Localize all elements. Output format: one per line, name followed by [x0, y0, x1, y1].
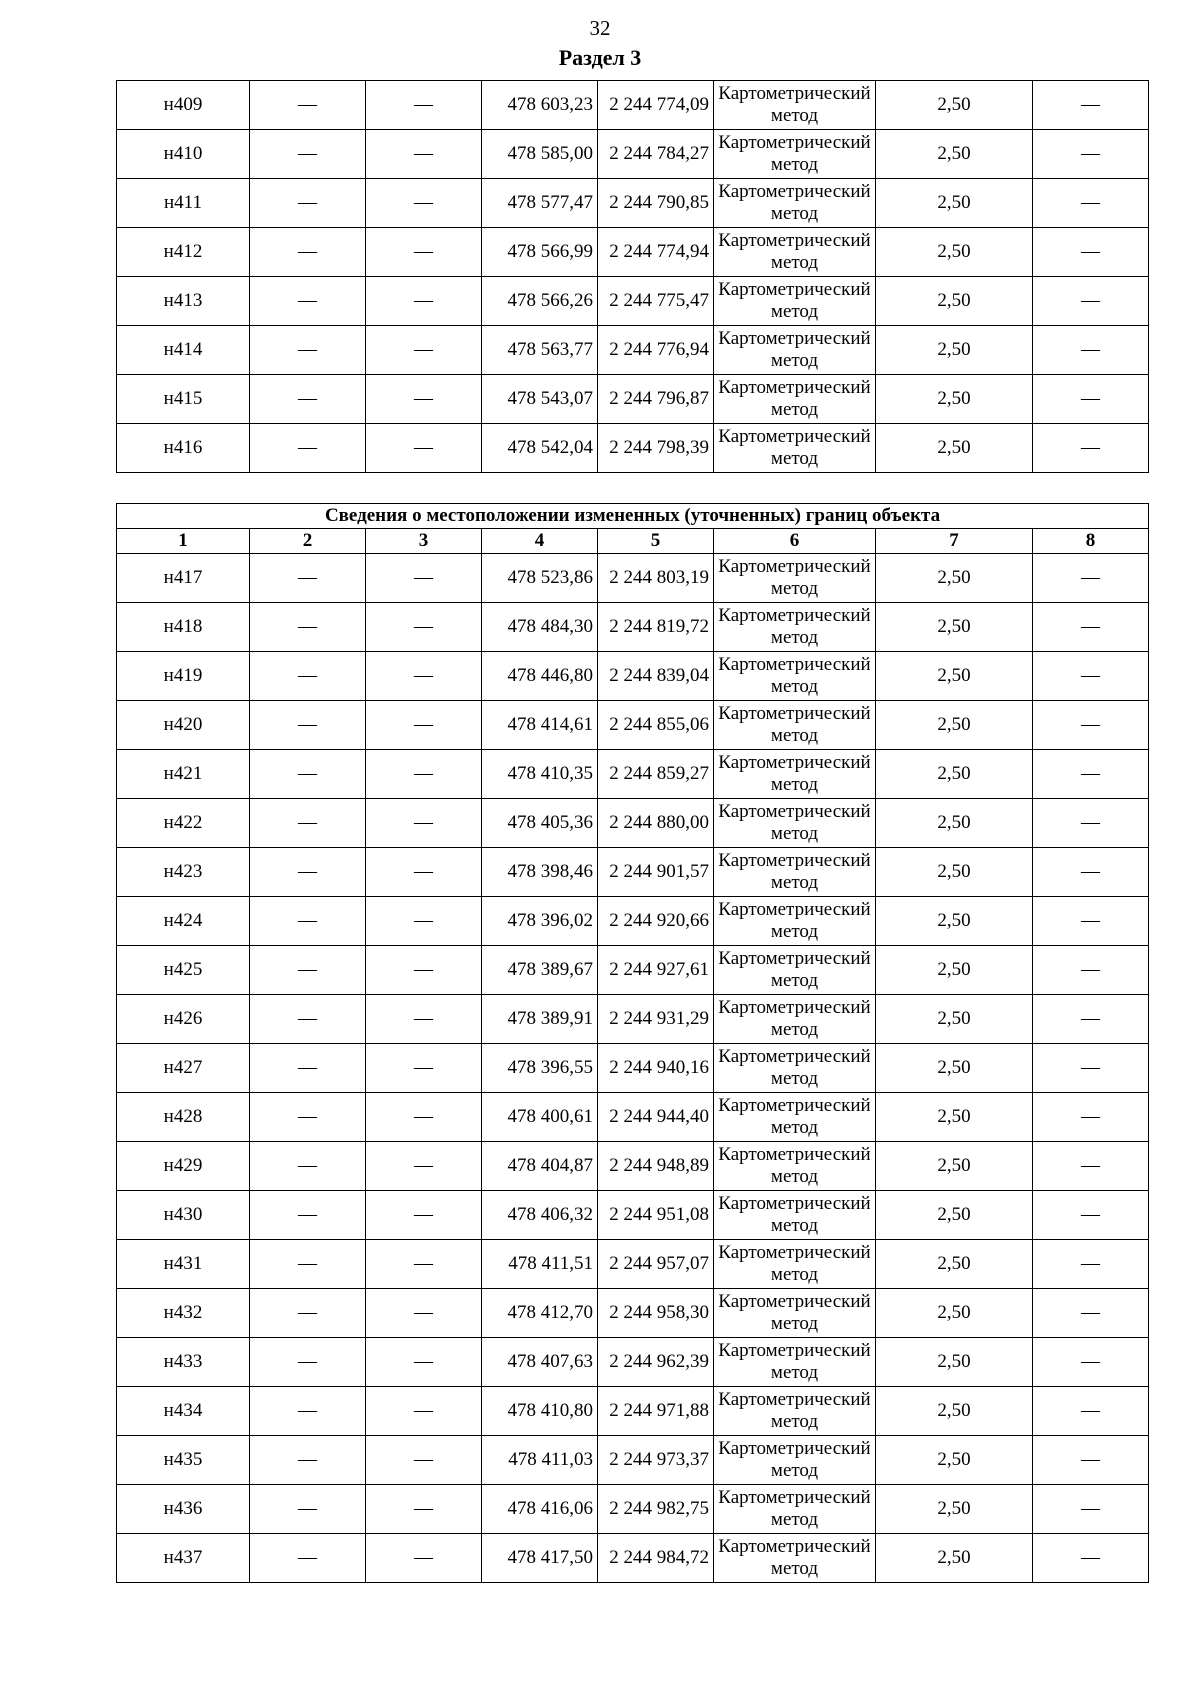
table-row: [117, 1534, 1149, 1583]
empty-value-cell: —: [250, 946, 366, 995]
empty-value-cell: —: [366, 1142, 482, 1191]
table-row: [117, 179, 1149, 228]
method-cell: Картометрический метод: [714, 799, 876, 848]
empty-value-cell: —: [366, 326, 482, 375]
x-coordinate-cell: 478 396,02: [482, 897, 598, 946]
table-row: [117, 603, 1149, 652]
accuracy-cell: 2,50: [876, 1338, 1033, 1387]
table-caption-row: [117, 504, 1149, 529]
empty-value-cell: —: [366, 1093, 482, 1142]
x-coordinate-cell: 478 411,03: [482, 1436, 598, 1485]
table-row: [117, 424, 1149, 473]
point-cell: н436: [117, 1485, 250, 1534]
point-cell: н424: [117, 897, 250, 946]
empty-value-cell: —: [1033, 1191, 1149, 1240]
table-row: [117, 1387, 1149, 1436]
table-row: [117, 554, 1149, 603]
y-coordinate-cell: 2 244 790,85: [598, 179, 714, 228]
accuracy-cell: 2,50: [876, 179, 1033, 228]
method-cell: Картометрический метод: [714, 1191, 876, 1240]
empty-value-cell: —: [366, 1387, 482, 1436]
y-coordinate-cell: 2 244 971,88: [598, 1387, 714, 1436]
x-coordinate-cell: 478 566,26: [482, 277, 598, 326]
empty-value-cell: —: [250, 750, 366, 799]
x-coordinate-cell: 478 396,55: [482, 1044, 598, 1093]
empty-value-cell: —: [1033, 424, 1149, 473]
empty-value-cell: —: [250, 799, 366, 848]
empty-value-cell: —: [366, 1240, 482, 1289]
table-row: [117, 1289, 1149, 1338]
table-row: [117, 326, 1149, 375]
method-cell: Картометрический метод: [714, 228, 876, 277]
empty-value-cell: —: [250, 277, 366, 326]
point-cell: н422: [117, 799, 250, 848]
empty-value-cell: —: [1033, 1289, 1149, 1338]
empty-value-cell: —: [250, 1044, 366, 1093]
y-coordinate-cell: 2 244 859,27: [598, 750, 714, 799]
method-cell: Картометрический метод: [714, 424, 876, 473]
empty-value-cell: —: [250, 848, 366, 897]
x-coordinate-cell: 478 543,07: [482, 375, 598, 424]
empty-value-cell: —: [1033, 1338, 1149, 1387]
empty-value-cell: —: [250, 1436, 366, 1485]
y-coordinate-cell: 2 244 796,87: [598, 375, 714, 424]
empty-value-cell: —: [366, 130, 482, 179]
point-cell: н419: [117, 652, 250, 701]
method-cell: Картометрический метод: [714, 701, 876, 750]
empty-value-cell: —: [1033, 995, 1149, 1044]
empty-value-cell: —: [1033, 799, 1149, 848]
table-row: [117, 1240, 1149, 1289]
y-coordinate-cell: 2 244 927,61: [598, 946, 714, 995]
accuracy-cell: 2,50: [876, 1387, 1033, 1436]
accuracy-cell: 2,50: [876, 424, 1033, 473]
empty-value-cell: —: [1033, 326, 1149, 375]
y-coordinate-cell: 2 244 940,16: [598, 1044, 714, 1093]
method-cell: Картометрический метод: [714, 277, 876, 326]
table-row: [117, 1044, 1149, 1093]
accuracy-cell: 2,50: [876, 375, 1033, 424]
empty-value-cell: —: [366, 554, 482, 603]
table-row: [117, 946, 1149, 995]
column-number: 4: [482, 529, 598, 554]
empty-value-cell: —: [366, 946, 482, 995]
x-coordinate-cell: 478 566,99: [482, 228, 598, 277]
table-row: [117, 750, 1149, 799]
x-coordinate-cell: 478 577,47: [482, 179, 598, 228]
empty-value-cell: —: [366, 1044, 482, 1093]
point-cell: н435: [117, 1436, 250, 1485]
empty-value-cell: —: [1033, 1142, 1149, 1191]
empty-value-cell: —: [366, 701, 482, 750]
y-coordinate-cell: 2 244 803,19: [598, 554, 714, 603]
point-cell: н418: [117, 603, 250, 652]
empty-value-cell: —: [366, 228, 482, 277]
y-coordinate-cell: 2 244 901,57: [598, 848, 714, 897]
table-row: [117, 1436, 1149, 1485]
point-cell: н427: [117, 1044, 250, 1093]
x-coordinate-cell: 478 416,06: [482, 1485, 598, 1534]
empty-value-cell: —: [250, 130, 366, 179]
accuracy-cell: 2,50: [876, 1240, 1033, 1289]
accuracy-cell: 2,50: [876, 701, 1033, 750]
point-cell: н433: [117, 1338, 250, 1387]
column-number: 3: [366, 529, 482, 554]
y-coordinate-cell: 2 244 774,09: [598, 81, 714, 130]
empty-value-cell: —: [250, 1289, 366, 1338]
point-cell: н432: [117, 1289, 250, 1338]
point-cell: н415: [117, 375, 250, 424]
table-row: [117, 1485, 1149, 1534]
table-row: [117, 1191, 1149, 1240]
accuracy-cell: 2,50: [876, 228, 1033, 277]
method-cell: Картометрический метод: [714, 1142, 876, 1191]
empty-value-cell: —: [250, 897, 366, 946]
y-coordinate-cell: 2 244 880,00: [598, 799, 714, 848]
table-row: [117, 277, 1149, 326]
accuracy-cell: 2,50: [876, 995, 1033, 1044]
accuracy-cell: 2,50: [876, 1044, 1033, 1093]
x-coordinate-cell: 478 417,50: [482, 1534, 598, 1583]
point-cell: н426: [117, 995, 250, 1044]
column-number: 7: [876, 529, 1033, 554]
accuracy-cell: 2,50: [876, 652, 1033, 701]
x-coordinate-cell: 478 398,46: [482, 848, 598, 897]
empty-value-cell: —: [250, 81, 366, 130]
empty-value-cell: —: [250, 603, 366, 652]
accuracy-cell: 2,50: [876, 603, 1033, 652]
point-cell: н416: [117, 424, 250, 473]
y-coordinate-cell: 2 244 984,72: [598, 1534, 714, 1583]
method-cell: Картометрический метод: [714, 750, 876, 799]
empty-value-cell: —: [250, 1387, 366, 1436]
empty-value-cell: —: [250, 701, 366, 750]
page-number: 32: [589, 16, 611, 40]
empty-value-cell: —: [366, 1534, 482, 1583]
empty-value-cell: —: [1033, 1240, 1149, 1289]
point-cell: н414: [117, 326, 250, 375]
point-cell: н428: [117, 1093, 250, 1142]
x-coordinate-cell: 478 412,70: [482, 1289, 598, 1338]
y-coordinate-cell: 2 244 775,47: [598, 277, 714, 326]
y-coordinate-cell: 2 244 776,94: [598, 326, 714, 375]
accuracy-cell: 2,50: [876, 1485, 1033, 1534]
empty-value-cell: —: [250, 1485, 366, 1534]
point-cell: н417: [117, 554, 250, 603]
y-coordinate-cell: 2 244 774,94: [598, 228, 714, 277]
x-coordinate-cell: 478 407,63: [482, 1338, 598, 1387]
section-title: Раздел 3: [558, 45, 642, 70]
empty-value-cell: —: [1033, 897, 1149, 946]
method-cell: Картометрический метод: [714, 946, 876, 995]
empty-value-cell: —: [1033, 701, 1149, 750]
empty-value-cell: —: [366, 1191, 482, 1240]
column-number: 2: [250, 529, 366, 554]
empty-value-cell: —: [250, 1240, 366, 1289]
point-cell: н423: [117, 848, 250, 897]
column-number: 8: [1033, 529, 1149, 554]
x-coordinate-cell: 478 406,32: [482, 1191, 598, 1240]
accuracy-cell: 2,50: [876, 277, 1033, 326]
empty-value-cell: —: [366, 1485, 482, 1534]
x-coordinate-cell: 478 389,91: [482, 995, 598, 1044]
point-cell: н425: [117, 946, 250, 995]
table-row: [117, 652, 1149, 701]
method-cell: Картометрический метод: [714, 897, 876, 946]
point-cell: н421: [117, 750, 250, 799]
empty-value-cell: —: [366, 652, 482, 701]
accuracy-cell: 2,50: [876, 897, 1033, 946]
table-row: [117, 130, 1149, 179]
method-cell: Картометрический метод: [714, 1289, 876, 1338]
x-coordinate-cell: 478 411,51: [482, 1240, 598, 1289]
y-coordinate-cell: 2 244 798,39: [598, 424, 714, 473]
point-cell: н434: [117, 1387, 250, 1436]
table-body: [117, 81, 1149, 473]
method-cell: Картометрический метод: [714, 848, 876, 897]
boundary-coordinates-table: [116, 503, 1149, 1583]
method-cell: Картометрический метод: [714, 1338, 876, 1387]
column-number: 6: [714, 529, 876, 554]
y-coordinate-cell: 2 244 819,72: [598, 603, 714, 652]
accuracy-cell: 2,50: [876, 81, 1033, 130]
x-coordinate-cell: 478 446,80: [482, 652, 598, 701]
y-coordinate-cell: 2 244 784,27: [598, 130, 714, 179]
empty-value-cell: —: [250, 424, 366, 473]
y-coordinate-cell: 2 244 948,89: [598, 1142, 714, 1191]
empty-value-cell: —: [366, 603, 482, 652]
x-coordinate-cell: 478 542,04: [482, 424, 598, 473]
empty-value-cell: —: [1033, 375, 1149, 424]
method-cell: Картометрический метод: [714, 652, 876, 701]
point-cell: н437: [117, 1534, 250, 1583]
empty-value-cell: —: [1033, 179, 1149, 228]
method-cell: Картометрический метод: [714, 603, 876, 652]
x-coordinate-cell: 478 410,80: [482, 1387, 598, 1436]
y-coordinate-cell: 2 244 973,37: [598, 1436, 714, 1485]
method-cell: Картометрический метод: [714, 1436, 876, 1485]
empty-value-cell: —: [366, 750, 482, 799]
accuracy-cell: 2,50: [876, 946, 1033, 995]
column-number: 1: [117, 529, 250, 554]
y-coordinate-cell: 2 244 944,40: [598, 1093, 714, 1142]
point-cell: н420: [117, 701, 250, 750]
column-number-row: [117, 529, 1149, 554]
point-cell: н410: [117, 130, 250, 179]
x-coordinate-cell: 478 563,77: [482, 326, 598, 375]
accuracy-cell: 2,50: [876, 1534, 1033, 1583]
y-coordinate-cell: 2 244 958,30: [598, 1289, 714, 1338]
empty-value-cell: —: [250, 179, 366, 228]
accuracy-cell: 2,50: [876, 554, 1033, 603]
table-row: [117, 1338, 1149, 1387]
accuracy-cell: 2,50: [876, 848, 1033, 897]
y-coordinate-cell: 2 244 982,75: [598, 1485, 714, 1534]
empty-value-cell: —: [250, 1093, 366, 1142]
empty-value-cell: —: [1033, 130, 1149, 179]
x-coordinate-cell: 478 389,67: [482, 946, 598, 995]
method-cell: Картометрический метод: [714, 1044, 876, 1093]
column-number: 5: [598, 529, 714, 554]
empty-value-cell: —: [366, 1289, 482, 1338]
empty-value-cell: —: [1033, 1044, 1149, 1093]
empty-value-cell: —: [366, 81, 482, 130]
y-coordinate-cell: 2 244 962,39: [598, 1338, 714, 1387]
empty-value-cell: —: [366, 277, 482, 326]
empty-value-cell: —: [1033, 1485, 1149, 1534]
table-body: [117, 554, 1149, 1583]
table-row: [117, 81, 1149, 130]
empty-value-cell: —: [1033, 277, 1149, 326]
x-coordinate-cell: 478 410,35: [482, 750, 598, 799]
x-coordinate-cell: 478 404,87: [482, 1142, 598, 1191]
empty-value-cell: —: [1033, 1387, 1149, 1436]
point-cell: н409: [117, 81, 250, 130]
method-cell: Картометрический метод: [714, 326, 876, 375]
x-coordinate-cell: 478 400,61: [482, 1093, 598, 1142]
coordinates-table-continued: [116, 80, 1149, 473]
table-row: [117, 995, 1149, 1044]
empty-value-cell: —: [250, 1338, 366, 1387]
y-coordinate-cell: 2 244 957,07: [598, 1240, 714, 1289]
empty-value-cell: —: [250, 228, 366, 277]
accuracy-cell: 2,50: [876, 1191, 1033, 1240]
table-row: [117, 375, 1149, 424]
accuracy-cell: 2,50: [876, 130, 1033, 179]
y-coordinate-cell: 2 244 931,29: [598, 995, 714, 1044]
empty-value-cell: —: [1033, 652, 1149, 701]
y-coordinate-cell: 2 244 951,08: [598, 1191, 714, 1240]
empty-value-cell: —: [366, 995, 482, 1044]
x-coordinate-cell: 478 603,23: [482, 81, 598, 130]
empty-value-cell: —: [250, 326, 366, 375]
table-row: [117, 1093, 1149, 1142]
x-coordinate-cell: 478 523,86: [482, 554, 598, 603]
empty-value-cell: —: [1033, 81, 1149, 130]
table-row: [117, 799, 1149, 848]
method-cell: Картометрический метод: [714, 995, 876, 1044]
empty-value-cell: —: [366, 799, 482, 848]
point-cell: н412: [117, 228, 250, 277]
x-coordinate-cell: 478 484,30: [482, 603, 598, 652]
x-coordinate-cell: 478 405,36: [482, 799, 598, 848]
point-cell: н431: [117, 1240, 250, 1289]
empty-value-cell: —: [1033, 603, 1149, 652]
x-coordinate-cell: 478 414,61: [482, 701, 598, 750]
table-row: [117, 228, 1149, 277]
table-caption: Сведения о местоположении измененных (уточненных) границ объекта: [117, 504, 1149, 529]
empty-value-cell: —: [1033, 848, 1149, 897]
method-cell: Картометрический метод: [714, 1387, 876, 1436]
method-cell: Картометрический метод: [714, 130, 876, 179]
empty-value-cell: —: [250, 995, 366, 1044]
empty-value-cell: —: [1033, 946, 1149, 995]
y-coordinate-cell: 2 244 920,66: [598, 897, 714, 946]
point-cell: н413: [117, 277, 250, 326]
y-coordinate-cell: 2 244 855,06: [598, 701, 714, 750]
table-row: [117, 1142, 1149, 1191]
empty-value-cell: —: [366, 897, 482, 946]
y-coordinate-cell: 2 244 839,04: [598, 652, 714, 701]
method-cell: Картометрический метод: [714, 1093, 876, 1142]
accuracy-cell: 2,50: [876, 750, 1033, 799]
empty-value-cell: —: [250, 652, 366, 701]
empty-value-cell: —: [1033, 228, 1149, 277]
method-cell: Картометрический метод: [714, 179, 876, 228]
point-cell: н411: [117, 179, 250, 228]
empty-value-cell: —: [366, 424, 482, 473]
table-row: [117, 897, 1149, 946]
accuracy-cell: 2,50: [876, 1093, 1033, 1142]
accuracy-cell: 2,50: [876, 799, 1033, 848]
empty-value-cell: —: [250, 554, 366, 603]
empty-value-cell: —: [1033, 750, 1149, 799]
accuracy-cell: 2,50: [876, 1142, 1033, 1191]
empty-value-cell: —: [366, 1436, 482, 1485]
accuracy-cell: 2,50: [876, 326, 1033, 375]
empty-value-cell: —: [1033, 554, 1149, 603]
empty-value-cell: —: [366, 1338, 482, 1387]
accuracy-cell: 2,50: [876, 1289, 1033, 1338]
x-coordinate-cell: 478 585,00: [482, 130, 598, 179]
method-cell: Картометрический метод: [714, 81, 876, 130]
method-cell: Картометрический метод: [714, 1240, 876, 1289]
empty-value-cell: —: [1033, 1093, 1149, 1142]
table-row: [117, 701, 1149, 750]
table-row: [117, 848, 1149, 897]
method-cell: Картометрический метод: [714, 375, 876, 424]
empty-value-cell: —: [250, 1191, 366, 1240]
empty-value-cell: —: [366, 179, 482, 228]
empty-value-cell: —: [250, 375, 366, 424]
empty-value-cell: —: [250, 1534, 366, 1583]
empty-value-cell: —: [366, 375, 482, 424]
method-cell: Картометрический метод: [714, 1534, 876, 1583]
empty-value-cell: —: [1033, 1534, 1149, 1583]
empty-value-cell: —: [366, 848, 482, 897]
empty-value-cell: —: [1033, 1436, 1149, 1485]
point-cell: н430: [117, 1191, 250, 1240]
method-cell: Картометрический метод: [714, 1485, 876, 1534]
empty-value-cell: —: [250, 1142, 366, 1191]
accuracy-cell: 2,50: [876, 1436, 1033, 1485]
point-cell: н429: [117, 1142, 250, 1191]
method-cell: Картометрический метод: [714, 554, 876, 603]
